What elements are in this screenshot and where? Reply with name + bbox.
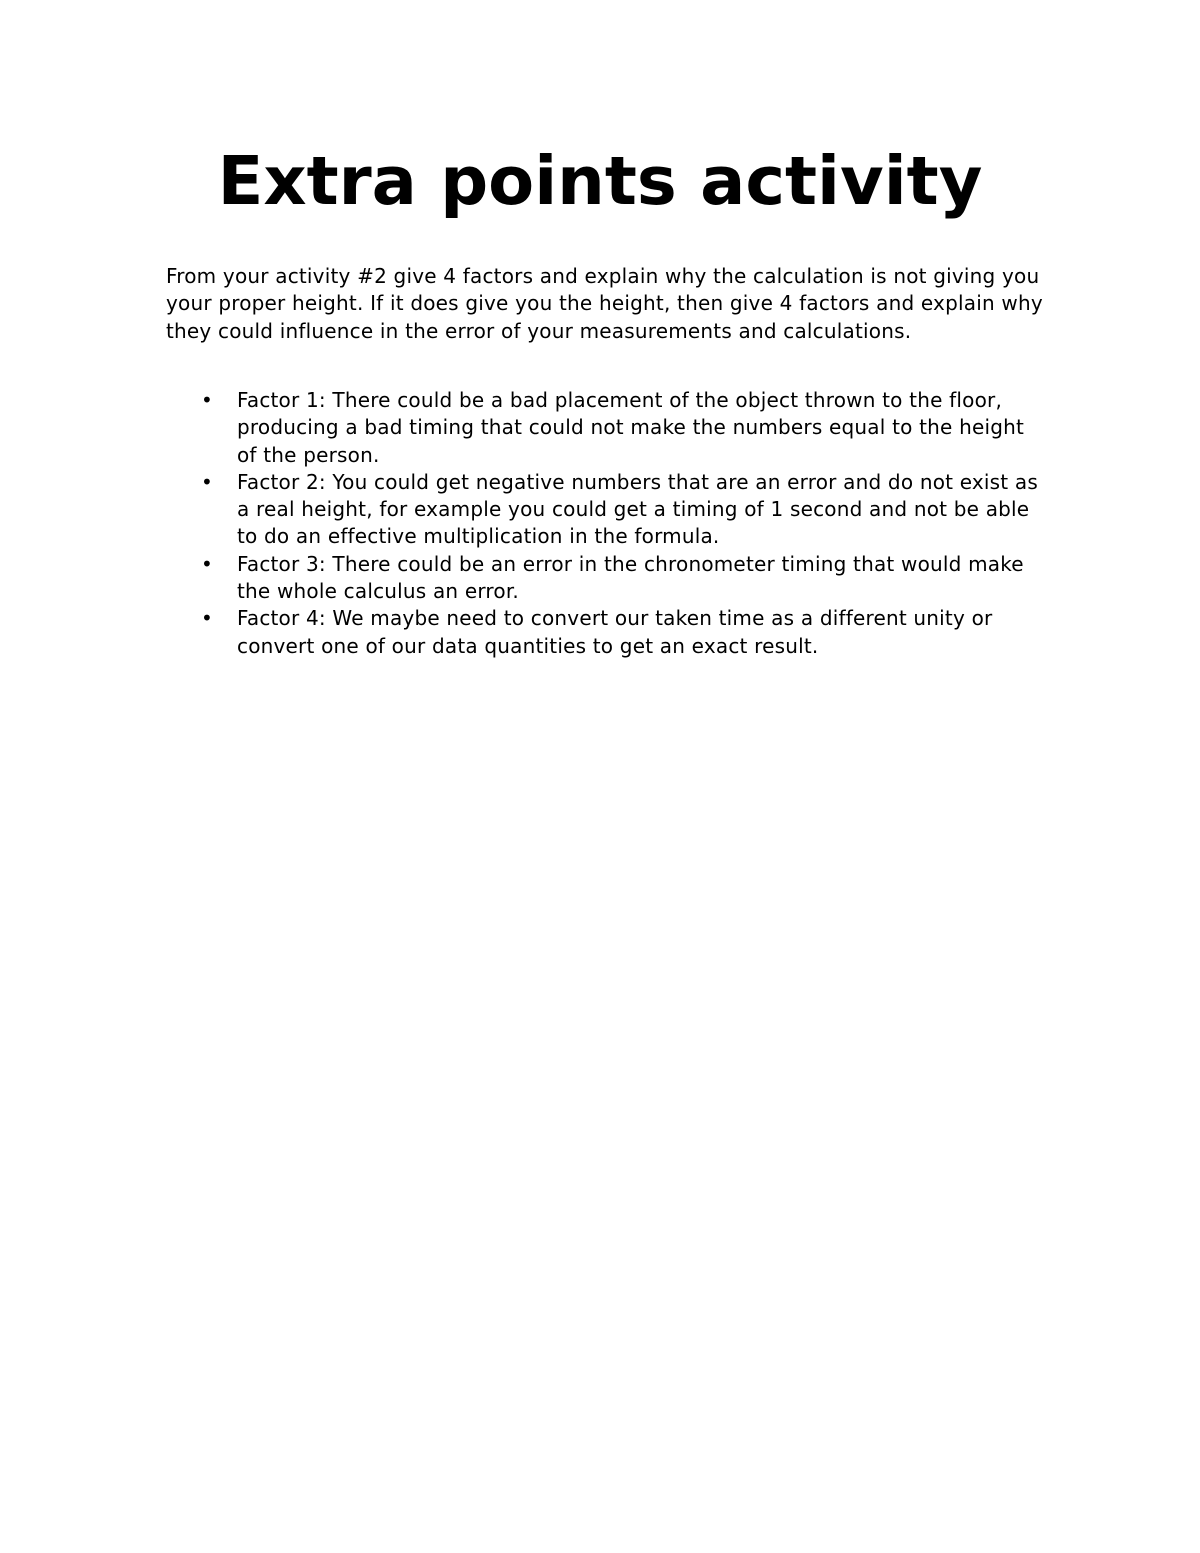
factor-item-4 — [166, 605, 1046, 660]
page-title: Extra points activity — [217, 142, 983, 220]
factor-item-1 — [166, 387, 1046, 469]
factor-list — [166, 387, 1046, 660]
factor-text: Factor 4: We maybe need to convert our taken time as a different unity or convert one of our data quantities to get an exact result. — [237, 606, 993, 658]
factor-item-3 — [166, 551, 1046, 606]
bullet-icon: • — [201, 606, 213, 631]
factor-text: Factor 1: There could be a bad placement of the object thrown to the floor, producing a bad timing that could not make the numbers equal to the height of the person. — [237, 388, 1025, 467]
factor-text: Factor 2: You could get negative numbers that are an error and do not exist as a real height, for example you could get a timing of 1 second and not be able to do an effective multiplication in the formula. — [237, 469, 1038, 549]
intro-paragraph: From your activity #2 give 4 factors and explain why the calculation is not giving you your proper height. If it does give you the height, then give 4 factors and explain why they could influence in the error of your measurements and calculations. — [166, 264, 1043, 343]
bullet-icon: • — [201, 551, 213, 576]
bullet-icon: • — [201, 388, 213, 412]
bullet-icon: • — [201, 469, 213, 494]
factor-item-2 — [166, 469, 1046, 551]
factor-text: Factor 3: There could be an error in the chronometer timing that would make the whole calculus an error. — [237, 551, 1024, 604]
